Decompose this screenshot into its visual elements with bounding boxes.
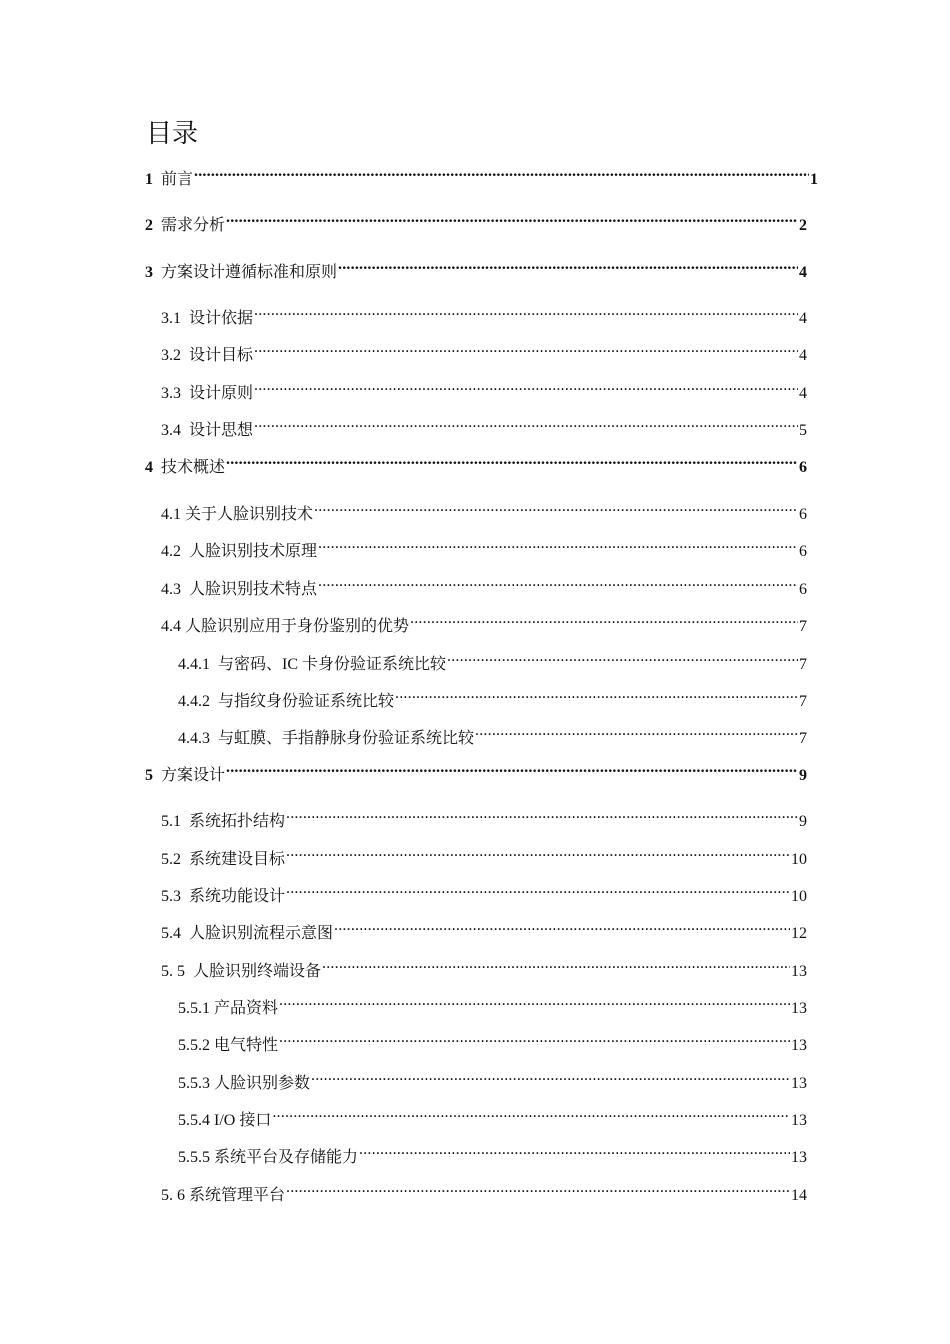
dot-leader: [311, 1064, 790, 1088]
dot-leader: [279, 1026, 790, 1050]
dot-leader: [279, 989, 790, 1013]
toc-entry-page: 1: [810, 171, 818, 188]
toc-entry-number: 5.2: [161, 851, 181, 868]
toc-entry-label: 系统建设目标: [189, 851, 286, 868]
toc-entry[interactable]: [161, 952, 807, 980]
toc-entry-number: 5.5.3: [178, 1075, 210, 1092]
toc-entry-page: 13: [791, 1149, 807, 1166]
toc-entry[interactable]: [145, 756, 807, 784]
toc-entry-page: 2: [799, 217, 807, 234]
toc-entry-number: 5: [145, 767, 153, 784]
toc-entry[interactable]: [161, 877, 807, 905]
dot-leader: [395, 682, 798, 706]
toc-entry-number: 5. 6: [161, 1187, 185, 1204]
toc-entry-number: 5.5.4: [178, 1112, 210, 1129]
toc-entry-page: 6: [799, 543, 807, 560]
toc-entry[interactable]: [161, 299, 807, 327]
toc-entry-label: 与虹膜、手指静脉身份验证系统比较: [218, 730, 475, 747]
toc-entry-label: 人脸识别技术特点: [189, 581, 318, 598]
toc-entry-number: 4.3: [161, 581, 181, 598]
dot-leader: [286, 802, 798, 826]
toc-entry-label: 人脸识别终端设备: [193, 963, 322, 980]
toc-entry-number: 5.1: [161, 813, 181, 830]
toc-entry[interactable]: [178, 645, 807, 673]
dot-leader: [334, 914, 790, 938]
toc-entry-page: 5: [799, 422, 807, 439]
dot-leader: [338, 253, 798, 277]
toc-entry-number: 4.2: [161, 543, 181, 560]
toc-entry-label: 系统平台及存储能力: [214, 1149, 359, 1166]
toc-entry[interactable]: [161, 914, 807, 942]
toc-entry-label: 技术概述: [161, 459, 226, 476]
toc-entry-page: 7: [799, 730, 807, 747]
toc-entry-label: 设计依据: [189, 310, 254, 327]
toc-entry[interactable]: [145, 160, 818, 188]
toc-entry-number: 4.4.3: [178, 730, 210, 747]
toc-entry-number: 5.5.2: [178, 1037, 210, 1054]
toc-entry-number: 3.1: [161, 310, 181, 327]
toc-entry[interactable]: [178, 682, 807, 710]
toc-entry-label: 人脸识别参数: [214, 1075, 311, 1092]
toc-entry-page: 4: [799, 347, 807, 364]
dot-leader: [286, 1176, 790, 1200]
toc-entry[interactable]: [178, 1101, 807, 1129]
toc-entry-number: 4.4.1: [178, 656, 210, 673]
dot-leader: [254, 374, 798, 398]
toc-entry-label: 设计思想: [189, 422, 254, 439]
toc-entry-label: 人脸识别应用于身份鉴别的优势: [185, 618, 410, 635]
toc-entry[interactable]: [178, 719, 807, 747]
toc-entry[interactable]: [161, 570, 807, 598]
toc-entry-label: 方案设计遵循标准和原则: [161, 264, 338, 281]
toc-entry[interactable]: [178, 1064, 807, 1092]
toc-entry-label: 产品资料: [214, 1000, 279, 1017]
toc-title: 目录: [146, 119, 199, 148]
dot-leader: [447, 645, 798, 669]
toc-entry-page: 9: [799, 813, 807, 830]
dot-leader: [254, 299, 798, 323]
toc-entry-page: 4: [799, 310, 807, 327]
toc-entry-page: 13: [791, 1000, 807, 1017]
toc-entry-page: 13: [791, 1075, 807, 1092]
toc-entry-number: 4.4.2: [178, 693, 210, 710]
toc-entry-number: 4.1: [161, 506, 181, 523]
toc-entry-number: 2: [145, 217, 153, 234]
dot-leader: [254, 336, 798, 360]
dot-leader: [318, 532, 798, 556]
toc-entry-number: 3: [145, 264, 153, 281]
dot-leader: [286, 840, 790, 864]
dot-leader: [226, 206, 798, 230]
toc-entry-page: 4: [799, 385, 807, 402]
dot-leader: [359, 1138, 790, 1162]
toc-entry-number: 3.4: [161, 422, 181, 439]
toc-entry-number: 1: [145, 171, 153, 188]
toc-entry-label: 需求分析: [161, 217, 226, 234]
toc-entry[interactable]: [161, 1176, 807, 1204]
toc-entry-page: 10: [791, 888, 807, 905]
dot-leader: [475, 719, 798, 743]
toc-entry[interactable]: [178, 989, 807, 1017]
toc-entry-page: 9: [799, 767, 807, 784]
toc-entry-page: 14: [791, 1187, 807, 1204]
toc-entry-label: 电气特性: [214, 1037, 279, 1054]
toc-entry[interactable]: [145, 253, 807, 281]
toc-entry-page: 13: [791, 1037, 807, 1054]
toc-entry[interactable]: [178, 1138, 807, 1166]
toc-entry-label: 设计目标: [189, 347, 254, 364]
toc-entry-label: 系统功能设计: [189, 888, 286, 905]
toc-entry[interactable]: [178, 1026, 807, 1054]
toc-entry[interactable]: [161, 840, 807, 868]
dot-leader: [194, 160, 809, 184]
dot-leader: [254, 411, 798, 435]
toc-entry-label: 设计原则: [189, 385, 254, 402]
toc-entry-number: 3.3: [161, 385, 181, 402]
toc-entry-page: 6: [799, 581, 807, 598]
toc-entry-page: 6: [799, 506, 807, 523]
toc-entry[interactable]: [145, 448, 807, 476]
dot-leader: [322, 952, 790, 976]
toc-entry[interactable]: [161, 336, 807, 364]
toc-entry[interactable]: [161, 374, 807, 402]
dot-leader: [314, 495, 798, 519]
toc-entry[interactable]: [145, 206, 807, 234]
toc-entry-page: 13: [791, 963, 807, 980]
dot-leader: [410, 607, 798, 631]
toc-entry-label: 人脸识别技术原理: [189, 543, 318, 560]
toc-entry-label: 系统管理平台: [189, 1187, 286, 1204]
toc-entry-page: 13: [791, 1112, 807, 1129]
dot-leader: [286, 877, 790, 901]
toc-entry[interactable]: [161, 495, 807, 523]
toc-entry-label: 与密码、IC 卡身份验证系统比较: [218, 656, 447, 673]
toc-entry-number: 5.4: [161, 925, 181, 942]
dot-leader: [272, 1101, 790, 1125]
toc-entry-number: 3.2: [161, 347, 181, 364]
toc-entry-label: 关于人脸识别技术: [185, 506, 314, 523]
toc-entry-page: 6: [799, 459, 807, 476]
toc-entry-label: 方案设计: [161, 767, 226, 784]
toc-entry[interactable]: [161, 802, 807, 830]
toc-entry-label: I/O 接口: [214, 1112, 272, 1129]
toc-entry[interactable]: [161, 532, 807, 560]
toc-entry-label: 人脸识别流程示意图: [189, 925, 334, 942]
toc-entry-label: 与指纹身份验证系统比较: [218, 693, 395, 710]
toc-entry-number: 4.4: [161, 618, 181, 635]
toc-entry-page: 7: [799, 656, 807, 673]
toc-entry-number: 5.3: [161, 888, 181, 905]
toc-entry-label: 前言: [161, 171, 194, 188]
toc-entry[interactable]: [161, 411, 807, 439]
toc-entry-page: 10: [791, 851, 807, 868]
toc-entry-page: 12: [791, 925, 807, 942]
toc-entry-number: 5.5.1: [178, 1000, 210, 1017]
toc-entry-number: 5. 5: [161, 963, 185, 980]
toc-entry-page: 7: [799, 618, 807, 635]
toc-entry-label: 系统拓扑结构: [189, 813, 286, 830]
toc-entry-number: 4: [145, 459, 153, 476]
dot-leader: [226, 448, 798, 472]
toc-entry[interactable]: [161, 607, 807, 635]
toc-entry-page: 4: [799, 264, 807, 281]
dot-leader: [226, 756, 798, 780]
toc-entry-page: 7: [799, 693, 807, 710]
toc-entry-number: 5.5.5: [178, 1149, 210, 1166]
dot-leader: [318, 570, 798, 594]
